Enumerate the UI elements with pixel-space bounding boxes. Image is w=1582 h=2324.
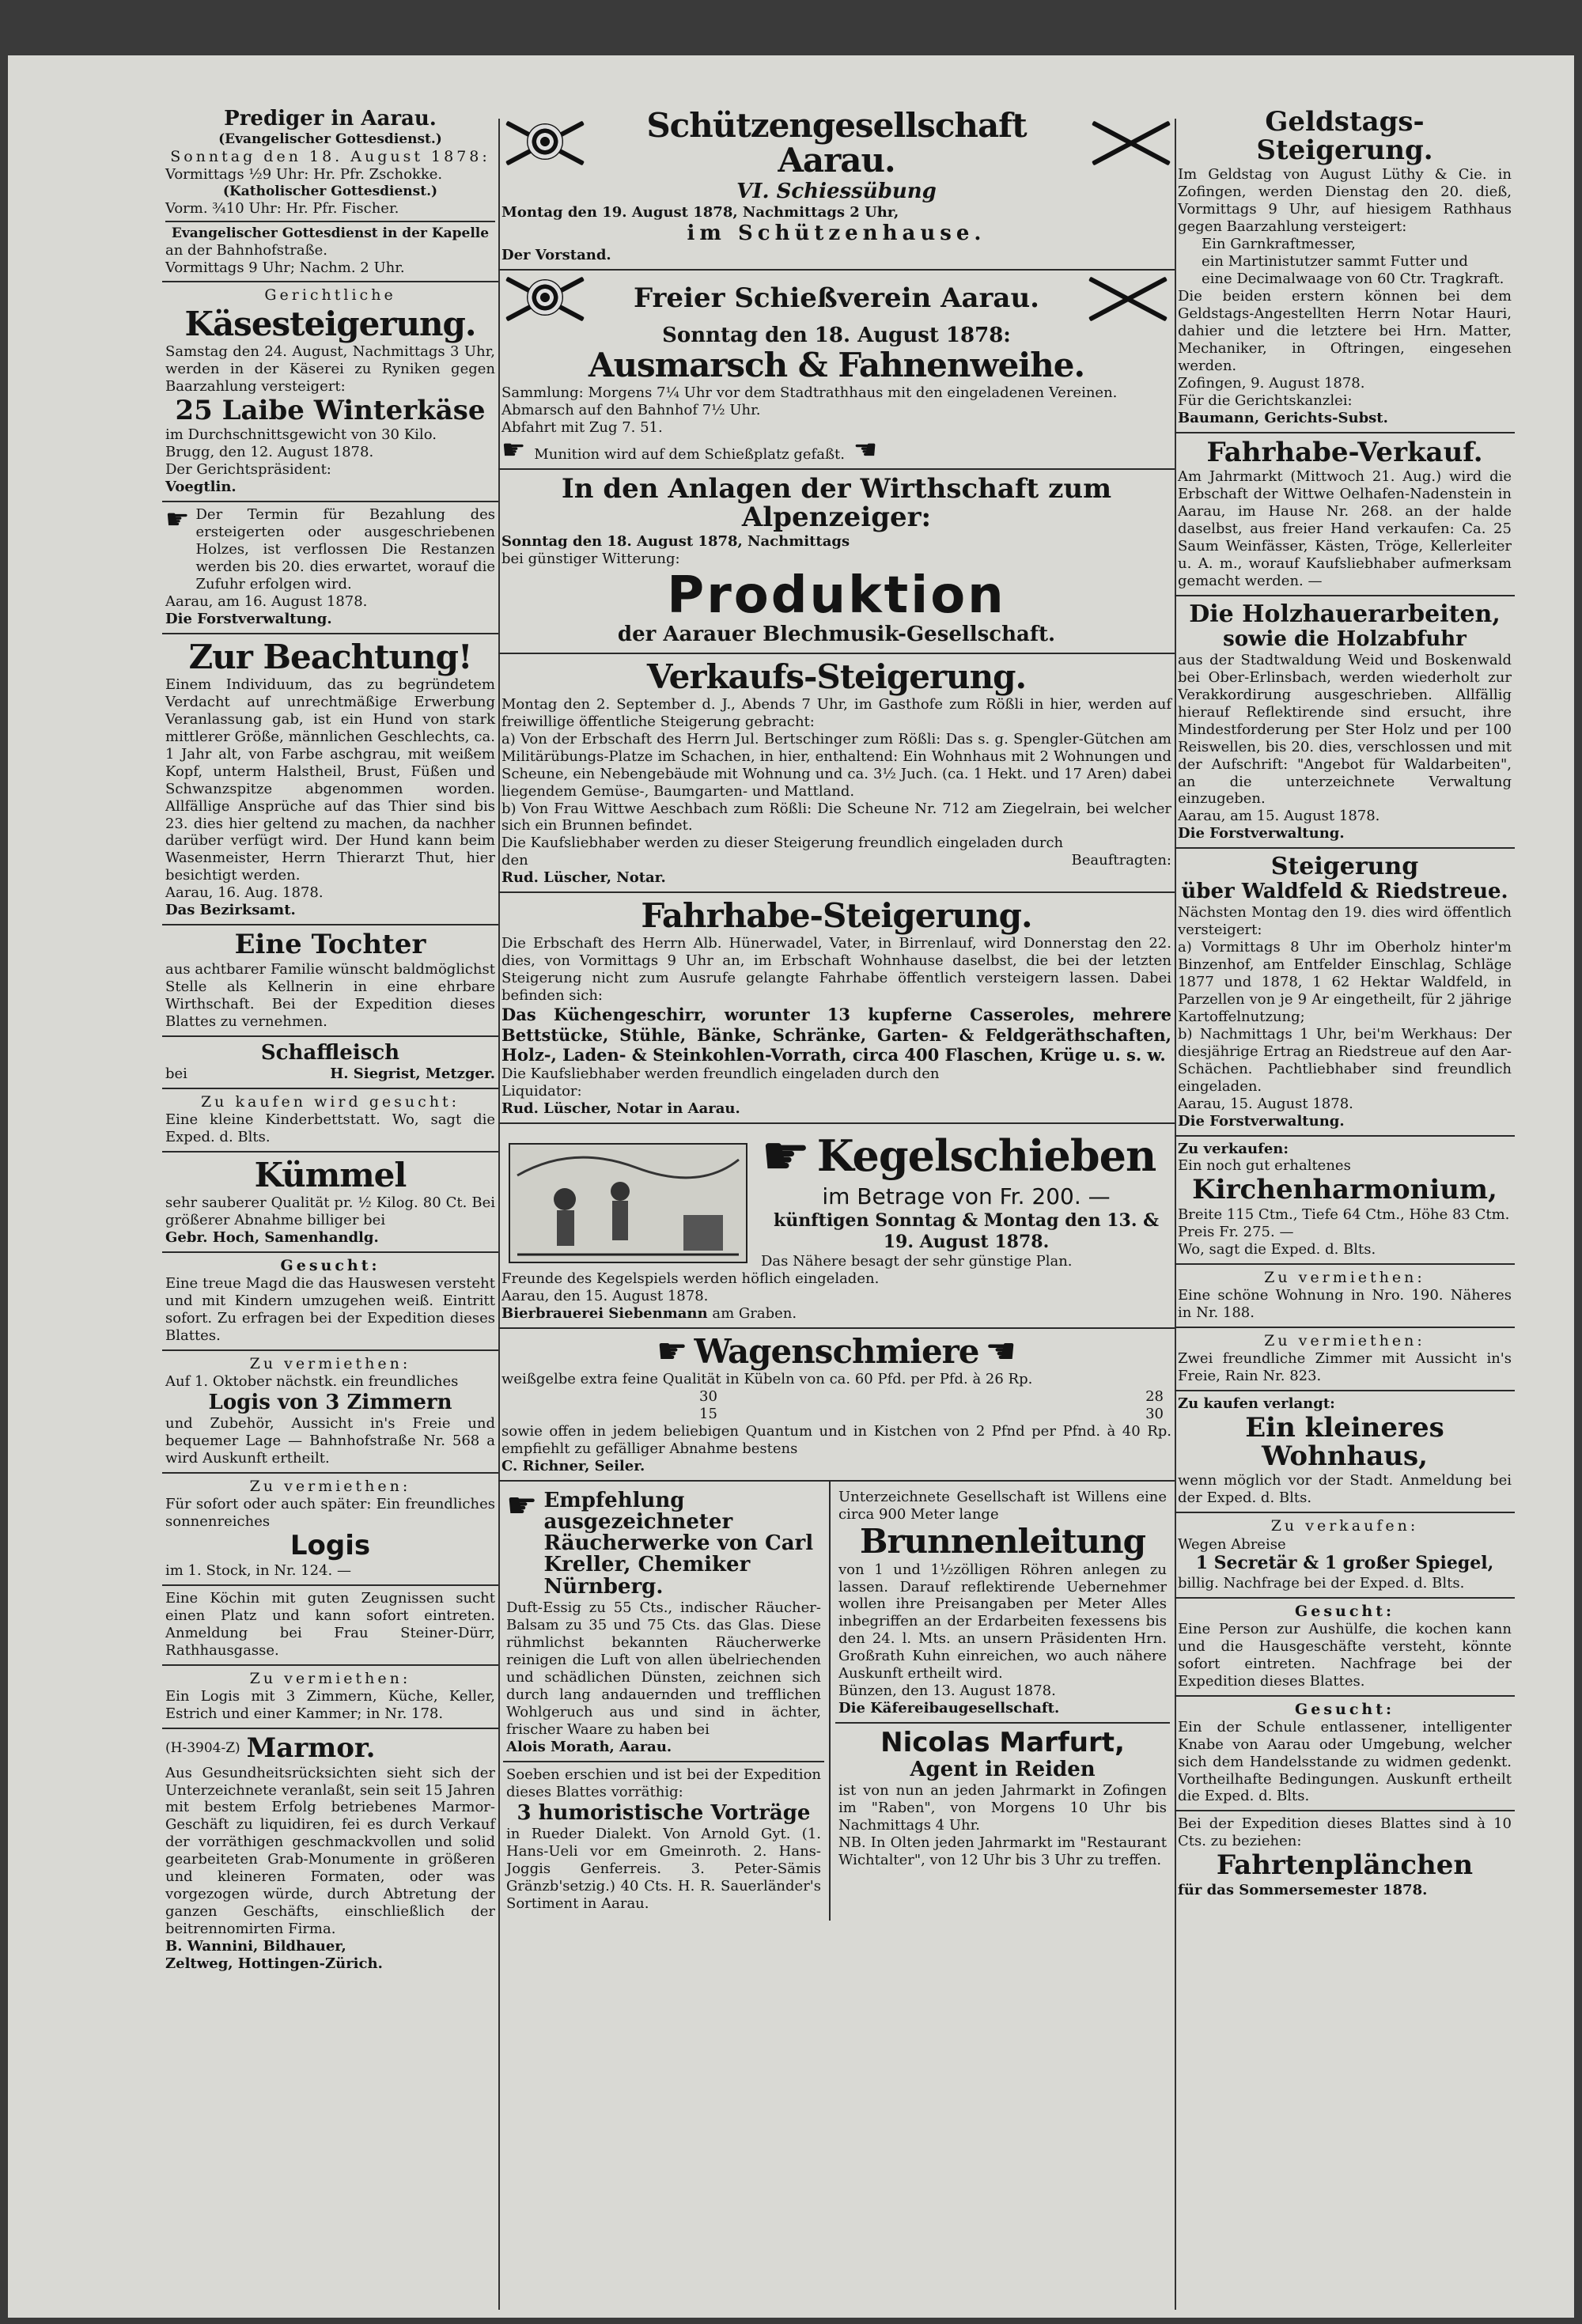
ad-signature: Die Forstverwaltung. [165,610,332,627]
ad-text: Freunde des Kegelspiels werden höflich eingeladen. [501,1270,880,1287]
crossed-rifles-icon [1088,119,1171,168]
ad-subtitle: Agent in Reiden [910,1757,1096,1781]
ad-text: Die Erbschaft des Herrn Alb. Hünerwadel, Vater, in Birrenlauf, wird Donnerstag den 22. dies, von Vormittags 9 Uhr an, im Erbschaft Wohnhause daselbst, die bei der letzten Steigerung nicht zum Ausrufe gelangte Fahrhabe öffentlich versteigern lassen. Dabei befinden sich: [501,935,1171,1005]
ad-list-item: Ein Garnkraftmesser, [1202,236,1356,253]
ad-title: Schützengesellschaft Aarau. [646,106,1027,180]
ad-place-date: Aarau, am 16. August 1878. [165,592,368,610]
ad-text: Ein noch gut erhaltenes [1178,1157,1351,1175]
ad-text: sehr sauberer Qualität pr. ½ Kilog. 80 Ct. Bei größerer Abnahme billiger bei [165,1194,495,1229]
ad-signature: Die Forstverwaltung. [1178,825,1345,842]
ad-signature: Das Bezirksamt. [165,902,296,919]
ad-kaesesteigerung [162,282,498,502]
ad-price: Preis Fr. 275. — [1178,1224,1294,1241]
ad-text: Bei der Expedition dieses Blattes sind à 10 Cts. zu beziehen: [1178,1815,1512,1850]
ad-geldstags-steigerung [1175,103,1515,433]
ad-text: Montag den 2. September d. J., Abends 7 Uhr, im Gasthofe zum Rößli in hier, werden auf freiwillige öffentliche Steigerung gebracht: [501,695,1171,730]
ad-marmor [162,1729,498,1978]
ad-alpenzeiger [498,470,1175,654]
ad-text: von 1 und 1½zölligen Röhren anlegen zu lassen. Darauf reflektirende Uebernehmer wollen ihre Preisangaben per Meter Alles inbegriffen an der Erdarbeiten fexessens bis den 24. l. Mts. an unsern Präsidenten Hrn. Großrath Kuhn einreichen, wo auch nähere Auskunft ertheilt wird. [838,1561,1167,1682]
ad-list-item: eine Decimalwaage von 60 Ctr. Tragkraft. [1202,271,1504,288]
pointing-hand-icon: ☚ [985,1330,1016,1372]
ad-text: und Zubehör, Aussicht in's Freie und bequemer Lage — Bahnhofstraße Nr. 568 a wird Auskunft ertheilt. [165,1415,495,1467]
ad-text: sowie offen in jedem beliebigen Quantum und in Kistchen von 2 Pfnd per Pfnd. à 40 Rp. empfiehlt zu gefälliger Abnahme bestens [501,1422,1171,1457]
ad-subtitle: sowie die Holzabfuhr [1223,626,1467,651]
ad-holz-bezahlung [162,502,498,634]
ad-address: Zeltweg, Hottingen-Zürich. [165,1955,383,1973]
ad-title: Wagenschmiere [694,1331,979,1371]
ad-title: Zu vermiethen: [249,1669,411,1687]
ad-zwei-zimmer [1175,1328,1515,1391]
ad-title: Zu kaufen wird gesucht: [200,1092,460,1111]
ad-signature: Die Forstverwaltung. [1178,1112,1345,1130]
ad-highlight: Das Küchengeschirr, worunter 13 kupferne Casseroles, mehrere Bettstücke, Stühle, Bänke, Schränke, Garten- & Feldgeräthschaften, Holz-, Laden- & Steinkohlen-Vorrath, circa 400 Flaschen, Krüge u. s. w. [501,1005,1171,1065]
ad-title: Zur Beachtung! [188,637,472,676]
ad-title: Kümmel [254,1156,407,1195]
ad-text: Eine Köchin mit guten Zeugnissen sucht einen Platz und kann sofort eintreten. Anmeldung bei Frau Steiner-Dürr, Rathhausgasse. [165,1589,495,1659]
ad-title: Käsesteigerung. [184,304,476,343]
ad-highlight: im Betrage von Fr. 200. — [822,1183,1111,1209]
ad-text: Das Nähere besagt der sehr günstige Plan. [761,1252,1073,1270]
price-row: 30 [699,1387,717,1405]
ad-text: Nächsten Montag den 19. dies wird öffentlich versteigert: [1178,904,1512,939]
ad-title: Marmor. [246,1732,376,1764]
ad-highlight: Produktion [667,566,1006,626]
ad-signature: Voegtlin. [165,479,237,496]
ad-signature: Alois Morath, Aarau. [506,1738,672,1755]
ad-text: Die beiden erstern können bei dem Geldstags-Angestellten Herrn Notar Hauri, dahier und die letztere bei Hrn. Matter, Mechaniker, in Oftringen, eingesehen werden. [1178,288,1512,374]
ad-magd [162,1253,498,1351]
target-rifles-icon [501,274,589,324]
ad-pretitle: Zu kaufen verlangt: [1178,1395,1335,1413]
kegelbahn-illustration [501,1128,755,1270]
ad-role: Liquidator: [501,1082,582,1100]
ad-tochter [162,925,498,1037]
ad-text: a) Vormittags 8 Uhr im Oberholz hinter'm Binzenhof, am Entfelder Einschlag, Schläge 1877 und 1878, 1 62 Hektar Waldfeld, in Parzellen von je 9 Ar eingetheilt, für 2 jährige Kartoffelnutzung; [1178,939,1512,1025]
ad-text: NB. In Olten jeden Jahrmarkt im "Restaurant Wichtalter", von 12 Uhr bis 3 Uhr zu treffen. [838,1834,1167,1868]
ad-text: im 1. Stock, in Nr. 124. — [165,1562,351,1580]
ad-subtitle: VI. Schiessübung [736,180,937,204]
ad-kuemmel [162,1153,498,1253]
ad-signature: H. Siegrist, Metzger. [330,1065,495,1083]
ad-text: aus der Stadtwaldung Weid und Boskenwald bei Ober-Erlinsbach, werden wiederholt zur Verakkordirung ausgeschrieben. Allfällig hierauf Reflektirende sind ersucht, ihre Mindestforderung per Ster Holz und per 100 Reiswellen, bis 20. dies, verschlossen und mit der Aufschrift: "Angebot für Waldarbeiten", an die unterzeichnete Verwaltung einzugeben. [1178,651,1512,808]
ad-signature: Die Käfereibaugesellschaft. [838,1700,1060,1717]
column-middle [498,103,1175,2310]
ad-title: Brunnenleitung [860,1522,1145,1561]
ad-wagenschmiere [498,1329,1175,1482]
ad-knabe-gesucht [1175,1697,1515,1812]
ad-text: Munition wird auf dem Schießplatz gefaßt. [534,445,845,463]
ad-prediger [162,103,498,282]
ad-date: Sonntag den 18. August 1878: [170,148,490,166]
ad-title: Geldstags-Steigerung. [1256,106,1433,166]
ad-text: Im Geldstag von August Lüthy & Cie. in Zofingen, werden Dienstag den 20. dieß, Vormittags 9 Uhr, auf hiesigem Rathhaus gegen Baarzahlung versteigert: [1178,166,1512,236]
ad-text: Vormittags 9 Uhr; Nachm. 2 Uhr. [165,259,405,276]
ad-place-date: Aarau, 16. Aug. 1878. [165,884,324,902]
ad-place-date: Aarau, am 15. August 1878. [1178,808,1380,825]
ad-title: Fahrhabe-Verkauf. [1206,436,1483,468]
ad-title: Fahrtenplänchen [1216,1849,1474,1882]
ad-text: Die Kaufsliebhaber werden freundlich eingeladen durch den [501,1065,940,1083]
ad-title: Gesucht: [280,1257,380,1274]
ad-place: im Schützenhause. [687,221,986,246]
ad-text: wenn möglich vor der Stadt. Anmeldung bei der Exped. d. Blts. [1178,1472,1512,1507]
ad-text: Am Jahrmarkt (Mittwoch 21. Aug.) wird die Erbschaft der Wittwe Oelhafen-Nadenstein in Aarau, im Hause Nr. 268. an der halde daselbst, aus freier Hand verkaufen: Ca. 25 Saum Weinfässer, Kästen, Tröge, Kellerleiter u. A. m., worauf Kaufsliebhaber aufmerksam gemacht werden. — [1178,468,1512,590]
ad-title: Kirchenharmonium, [1192,1174,1497,1206]
ad-signature: Rud. Lüscher, Notar. [501,869,666,887]
ad-subtitle: für das Sommersemester 1878. [1178,1882,1428,1899]
ad-address: am Graben. [712,1304,797,1322]
ad-fahrhabe-steigerung [498,893,1175,1124]
ad-signature: Baumann, Gerichts-Subst. [1178,409,1388,426]
ad-title: Zu vermiethen: [249,1354,411,1372]
ad-text: Einem Individuum, das zu begründetem Verdacht auf unrechtmäßige Erwerbung Veranlassung gab, ist ein Hund von stark mittlerer Größe, männlichen Geschlechts, ca. 1 Jahr alt, von Farbe aschgrau, mit weißem Kopf, unterm Halstheil, Brust, Füßen und Schwanzspitze abgenommen worden. Allfällige Ansprüche auf das Thier sind bis 23. dies hier geltend zu machen, da nachher darüber verfügt wird. Der Hund kann beim Wasenmeister, Herrn Thierarzt Thut, hier besichtigt werden. [165,676,495,884]
ad-text: Soeben erschien und ist bei der Expedition dieses Blattes vorräthig: [506,1766,821,1800]
ad-date: Sonntag den 18. August 1878: [662,323,1011,347]
ad-verkaufs-steigerung [498,654,1175,894]
ad-text: Unterzeichnete Gesellschaft ist Willens eine circa 900 Meter lange [838,1488,1167,1523]
ad-secretaer-spiegel [1175,1513,1515,1598]
column-left [162,103,498,2310]
ad-place-date: Brugg, den 12. August 1878. [165,444,374,461]
ad-role: Beauftragten: [1071,852,1171,869]
ad-text: bei günstiger Witterung: [501,551,680,568]
ad-raeucherwerke [503,1485,824,1762]
ad-place-date: Bünzen, den 13. August 1878. [838,1682,1056,1700]
ad-text: Ein der Schule entlassener, intelligenter Knabe von Aarau oder Umgebung, welcher sich dem Handelsstande zu widmen gedenkt. Vortheilhafte Bedingungen. Auskunft ertheilt die Exped. d. Blts. [1178,1718,1512,1805]
ad-signature: Der Vorstand. [501,246,611,263]
price-row: 30 [1145,1405,1164,1422]
pointing-hand-icon: ☛ [165,504,190,536]
ad-holzhauerarbeiten [1175,596,1515,849]
ad-title: Verkaufs-Steigerung. [646,657,1027,696]
ad-marfurt [835,1724,1170,1874]
ad-signature: Bierbrauerei Siebenmann [501,1304,708,1322]
target-rifles-icon [501,119,585,168]
pointing-hand-icon: ☛ [506,1485,538,1526]
ad-title: Zu vermiethen: [249,1478,411,1496]
ad-highlight: Logis [290,1530,371,1562]
ad-place-date: Zofingen, 9. August 1878. [1178,374,1365,392]
ad-title: Ein kleineres Wohnhaus, [1245,1412,1444,1472]
ad-place-date: Aarau, 15. August 1878. [1178,1095,1353,1112]
ad-text: Sammlung: Morgens 7¼ Uhr vor dem Stadtrathhaus mit den eingeladenen Vereinen. [501,384,1118,402]
ad-text: Samstag den 24. August, Nachmittags 3 Uhr, werden in der Käserei zu Ryniken gegen Baarzahlung versteigert: [165,343,495,395]
ad-text: billig. Nachfrage bei der Exped. d. Blts. [1178,1574,1465,1592]
ad-date: Sonntag den 18. August 1878, Nachmittags [501,533,850,551]
ad-schuetzengesellschaft [498,103,1175,271]
ad-text: Der Termin für Bezahlung des ersteigerten oder ausgeschriebenen Holzes, ist verflossen Die Restanzen werden bis 20. dies erwartet, worauf die Zufuhr erfolgen wird. [195,506,495,592]
ad-title: In den Anlagen der Wirthschaft zum Alpenzeiger: [561,472,1112,533]
ad-koechin [162,1586,498,1666]
ad-pretitle: Zu verkaufen: [1178,1140,1289,1157]
ad-signature: C. Richner, Seiler. [501,1457,645,1474]
ad-brunnenleitung [835,1485,1170,1724]
ad-highlight: 25 Laibe Winterkäse [175,394,486,426]
ad-signature: Rud. Lüscher, Notar in Aarau. [501,1100,740,1117]
ad-title: Zu vermiethen: [1264,1268,1425,1286]
ad-logis-178 [162,1666,498,1729]
ad-text: Für sofort oder auch später: Ein freundliches sonnenreiches [165,1496,495,1531]
ad-subtitle: (Evangelischer Gottesdienst.) [218,131,442,148]
ad-title: Zu vermiethen: [1264,1332,1425,1350]
ad-text: im Durchschnittsgewicht von 30 Kilo. [165,426,437,444]
ad-title: Empfehlung ausgezeichneter Räucherwerke von Carl Kreller, Chemiker Nürnberg. [543,1488,814,1599]
ad-title: Gesucht: [1295,1700,1395,1718]
ad-kirchenharmonium [1175,1137,1515,1265]
ad-title: Steigerung [1270,853,1419,881]
newspaper-page [8,55,1574,2318]
ad-title: Freier Schießverein Aarau. [633,282,1040,314]
ad-text: Eine kleine Kinderbettstatt. Wo, sagt die Exped. d. Blts. [165,1111,495,1146]
ad-subtitle: (Katholischer Gottesdienst.) [222,184,438,200]
ad-wohnhaus [1175,1391,1515,1513]
ad-title: Prediger in Aarau. [224,107,437,131]
ad-text: aus achtbarer Familie wünscht baldmöglichst Stelle als Kellnerin in eine ehrbare Wirthschaft. Bei der Expedition dieses Blattes zu vernehmen. [165,960,495,1030]
ad-humoristische-vortraege [503,1762,824,1917]
ad-subtitle: der Aarauer Blechmusik-Gesellschaft. [617,623,1056,647]
ad-logis-3-zimmern [162,1351,498,1474]
ad-text: an der Bahnhofstraße. [165,241,327,259]
ad-text: Eine schöne Wohnung in Nro. 190. Näheres in Nr. 188. [1178,1287,1512,1322]
ad-person-gesucht [1175,1599,1515,1697]
ad-text: Abmarsch auf den Bahnhof 7½ Uhr. [501,402,761,419]
ad-list-item: ein Martinistutzer sammt Futter und [1202,253,1468,271]
ad-title: Gesucht: [1295,1602,1395,1620]
ad-text: Die Kaufsliebhaber werden zu dieser Steigerung freundlich eingeladen durch [501,835,1064,852]
ad-waldfeld [1175,849,1515,1136]
ad-fahrhabe-verkauf [1175,433,1515,596]
ad-text: den [501,852,528,869]
ad-text: Aus Gesundheitsrücksichten sieht sich der Unterzeichnete veranlaßt, sein seit 15 Jahren mit bestem Erfolg betriebenes Marmor-Geschäft zu liquidiren, fei es durch Verkauf der vorräthigen geschmackvollen und solid gearbeiteten Grab-Monumente in größeren und kleineren Formaten, oder was vorgezogen würde, durch Abtretung der ganzen Geschäfts, einschließlich der beitrennomirten Firma. [165,1764,495,1938]
ad-kegelschieben [498,1124,1175,1329]
ad-text: b) Nachmittags 1 Uhr, bei'm Werkhaus: Der diesjährige Ertrag an Riedstreue auf den Aar-Schächen. Pachtliebhaber sind freundlich eingeladen. [1178,1025,1512,1095]
pointing-hand-icon: ☛ [657,1330,688,1372]
ad-schaffleisch [162,1037,498,1089]
ad-text: Abfahrt mit Zug 7. 51. [501,418,663,436]
ad-role: Für die Gerichtskanzlei: [1178,392,1353,409]
ad-text: weißgelbe extra feine Qualität in Kübeln von ca. 60 Pfd. per Pfd. à 26 Rp. [501,1370,1033,1387]
crossed-rifles-icon [1084,274,1171,324]
ad-pretitle: Gerichtliche [264,286,396,305]
ad-highlight: Ausmarsch & Fahnenweihe. [588,345,1085,384]
ad-title: Fahrhabe-Steigerung. [641,896,1032,936]
ad-highlight: Logis von 3 Zimmern [208,1391,452,1415]
ad-text: Breite 115 Ctm., Tiefe 64 Ctm., Höhe 83 Ctm. [1178,1206,1510,1224]
ad-text: Eine treue Magd die das Hauswesen versteht und mit Kindern umzugehen weiß. Eintritt sofort. Zu erfragen bei der Expedition dieses Blattes. [165,1275,495,1345]
ad-text: Vormittags ½9 Uhr: Hr. Pfr. Zschokke. [165,166,443,184]
ad-text: in Rueder Dialekt. Von Arnold Gyt. (1. Hans-Ueli vor em Gmeinroth. 2. Hans-Joggis Genferreis. 3. Peter-Sämis Gränzb'setzig.) 40 Cts. H. R. Sauerländer's Sortiment in Aarau. [506,1825,821,1912]
ad-role: Der Gerichtspräsident: [165,461,331,479]
ad-signature: Gebr. Hoch, Samenhandlg. [165,1229,379,1247]
ad-subtitle: über Waldfeld & Riedstreue. [1181,879,1508,903]
ad-subtitle: Evangelischer Gottesdienst in der Kapelle [171,225,490,241]
ad-text: Ein Logis mit 3 Zimmern, Küche, Keller, Estrich und einer Kammer; in Nr. 178. [165,1687,495,1722]
ad-date: Montag den 19. August 1878, Nachmittags 2 Uhr, [501,204,899,221]
ad-highlight: 1 Secretär & 1 großer Spiegel, [1195,1553,1494,1574]
ad-beachtung [162,634,498,925]
ad-title: 3 humoristische Vorträge [517,1800,811,1825]
ad-title: Eine Tochter [234,929,426,961]
ad-logis [162,1474,498,1586]
ad-place-date: Aarau, den 15. August 1878. [501,1287,709,1304]
ad-title: Kegelschieben [816,1130,1156,1181]
ad-text: bei [165,1065,187,1083]
ad-text: Duft-Essig zu 55 Cts., indischer Räucher-Balsam zu 35 und 75 Cts. das Glas. Diese rühmlichst bekannten Räucherwerke reinigen die Luft von allen übelriechenden und schädlichen Dünsten, zeichnen sich durch lang andauernden und trefflichen Wohlgeruch aus und sind in ächter, frischer Waare zu haben bei [506,1599,821,1738]
pointing-hand-icon: ☛ [501,433,535,466]
ad-text: Wo, sagt die Exped. d. Blts. [1178,1241,1376,1258]
ad-signature: B. Wannini, Bildhauer, [165,1938,346,1955]
ad-title: Schaffleisch [260,1040,400,1065]
ad-text: Vorm. ¾10 Uhr: Hr. Pfr. Fischer. [165,199,399,217]
ad-text: b) Von Frau Wittwe Aeschbach zum Rößli: Die Scheune Nr. 712 am Ziegelrain, bei welcher sich ein Brunnen befindet. [501,800,1171,835]
pointing-hand-icon: ☚ [844,433,878,466]
ad-fahrtenplaenchen [1175,1811,1515,1904]
ad-text: Zwei freundliche Zimmer mit Aussicht in's Freie, Rain Nr. 823. [1178,1350,1512,1385]
column-right [1175,103,1515,2310]
ad-text: a) Von der Erbschaft des Herrn Jul. Bertschinger zum Rößli: Das s. g. Spengler-Gütchen am Militärübungs-Platze im Schachen, in hier, enthaltend: Ein Wohnhaus mit 2 Wohnungen und Scheune, ein Nebengebäude mit Wohnung und ca. 3½ Juch. (ca. 1 Hekt. und 17 Aren) dabei liegendem Gemüse-, Baumgarten- und Mattland. [501,730,1171,800]
ad-title: Nicolas Marfurt, [880,1727,1125,1759]
price-row: 15 [699,1405,717,1422]
ad-wohnung [1175,1265,1515,1328]
ad-code: (H-3904-Z) [165,1740,240,1757]
ad-date: künftigen Sonntag & Montag den 13. & 19. August 1878. [773,1210,1160,1252]
ad-text: Eine Person zur Aushülfe, die kochen kann und die Hausgeschäfte versteht, könnte sofort eintreten. Nachfrage bei der Expedition dieses Blattes. [1178,1620,1512,1690]
pointing-hand-icon: ☛ [761,1123,811,1188]
sub-columns [498,1482,1175,1921]
ad-kinderbett [162,1089,498,1153]
price-row: 28 [1145,1387,1164,1405]
ad-title: Zu verkaufen: [1270,1517,1419,1535]
ad-text: ist von nun an jeden Jahrmarkt in Zofingen im "Raben", von Morgens 10 Uhr bis Nachmittags 4 Uhr. [838,1782,1167,1834]
ad-title: Die Holzhauerarbeiten, [1189,600,1501,629]
ad-text: Wegen Abreise [1178,1535,1286,1553]
ad-freier-schiessverein [498,271,1175,470]
ad-text: Auf 1. Oktober nächstk. ein freundliches [165,1373,459,1391]
